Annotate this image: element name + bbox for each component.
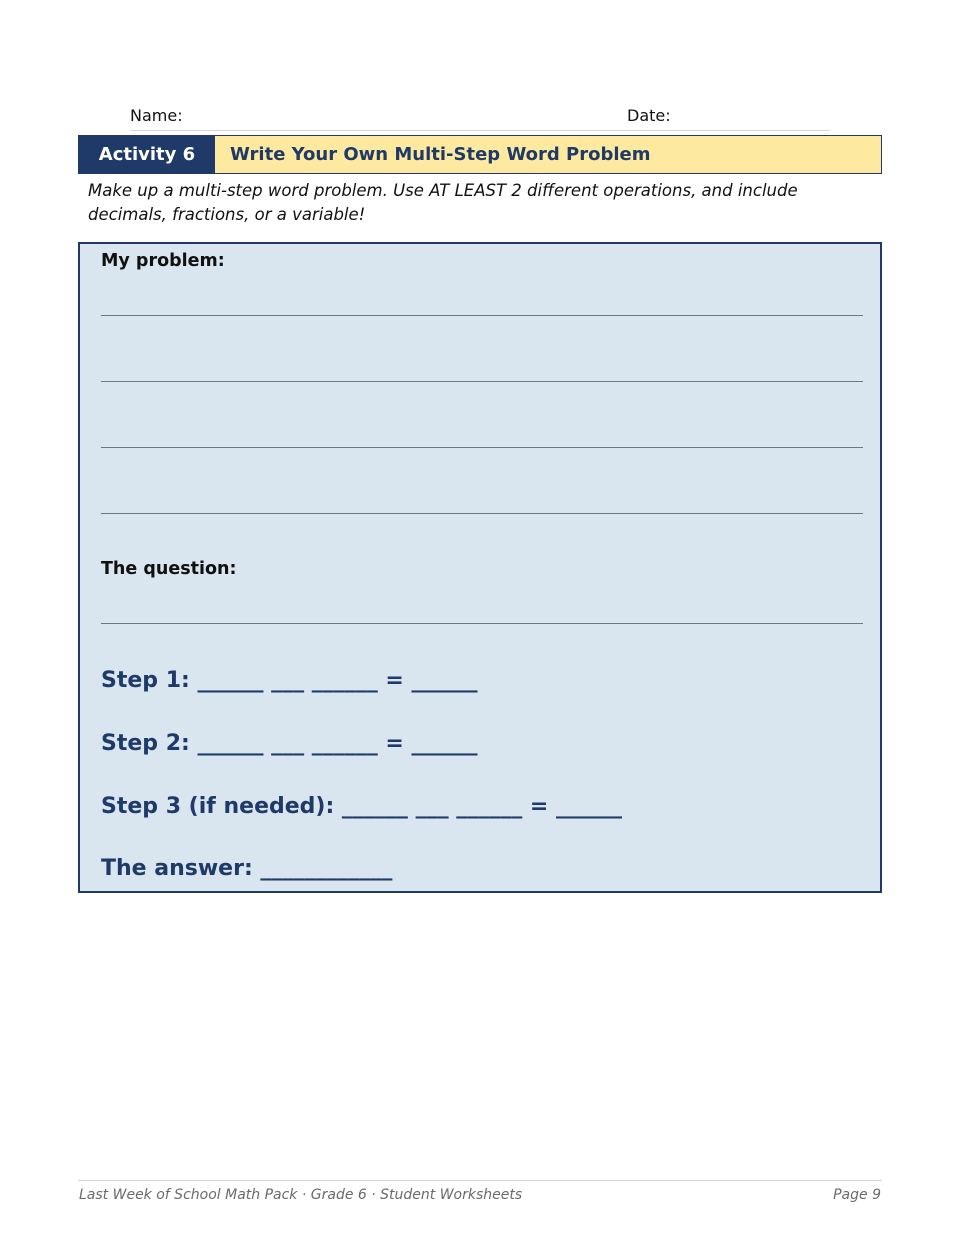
activity-tag: Activity 6: [79, 136, 215, 173]
question-label: The question:: [101, 559, 237, 579]
step-3: Step 3 (if needed): ______ ___ ______ = ______: [101, 794, 622, 819]
problem-line-1[interactable]: [101, 315, 863, 316]
name-date-row: [130, 104, 830, 131]
page-number: Page 9: [833, 1187, 881, 1203]
activity-instructions: Make up a multi-step word problem. Use AT LEAST 2 different operations, and include decimals, fractions, or a variable!: [88, 181, 798, 224]
question-line[interactable]: [101, 623, 863, 624]
problem-line-2[interactable]: [101, 381, 863, 382]
step-2: Step 2: ______ ___ ______ = ______: [101, 731, 478, 756]
footer-source: Last Week of School Math Pack · Grade 6 · Student Worksheets: [79, 1187, 523, 1203]
answer-line: The answer: ____________: [101, 856, 393, 881]
problem-label: My problem:: [101, 251, 225, 271]
footer-divider: [78, 1180, 882, 1181]
activity-title: Write Your Own Multi-Step Word Problem: [215, 136, 881, 173]
problem-line-3[interactable]: [101, 447, 863, 448]
step-1: Step 1: ______ ___ ______ = ______: [101, 668, 478, 693]
activity-header: [78, 135, 882, 174]
worksheet-panel: [78, 242, 882, 893]
problem-line-4[interactable]: [101, 513, 863, 514]
name-label: Name:: [130, 106, 183, 125]
date-label: Date:: [627, 106, 671, 125]
